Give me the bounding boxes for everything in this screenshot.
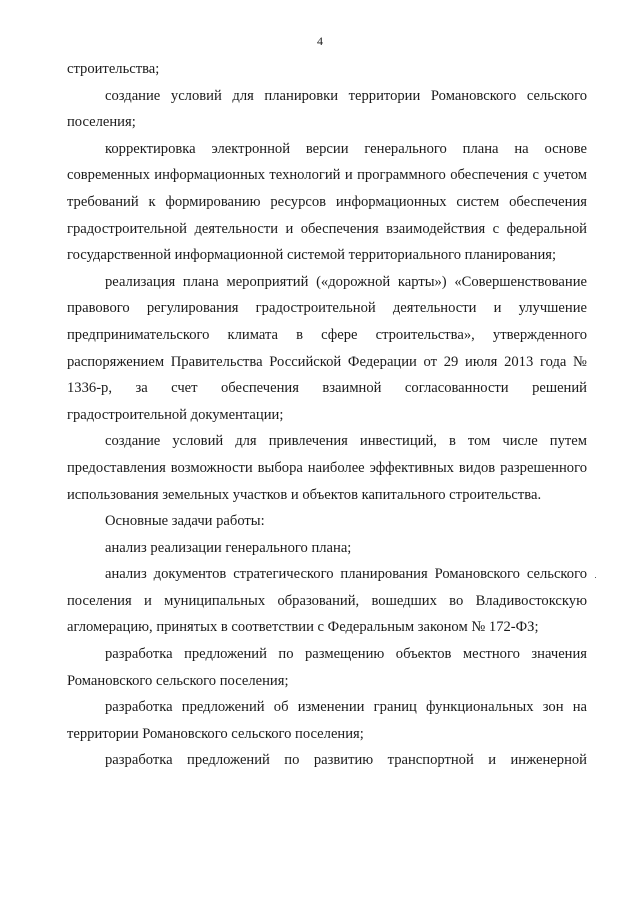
paragraph: разработка предложений по развитию транспортной и инженерной: [105, 752, 587, 769]
paragraph: создание условий для привлечения инвестиций, в том числе путем предоставления возможности выбора наиболее эффективных видов разрешенного использования земельных участков и объектов капитального строительства.: [67, 433, 587, 503]
paragraph: строительства;: [67, 61, 160, 77]
paragraph: Основные задачи работы:: [105, 513, 265, 530]
paragraph: анализ документов стратегического планирования Романовского сельского поселения и муниципальных образований, вошедших во Владивостокскую агломерацию, принятых в соответствии с Федеральным законом № 172-ФЗ;: [67, 566, 587, 636]
paragraph: корректировка электронной версии генерального плана на основе современных информационных технологий и программного обеспечения с учетом требований к формированию ресурсов информационных систем обеспечения градостроительной деятельности и обеспечения взаимодействия с федеральной государственной информационной системой территориального планирования;: [67, 140, 587, 264]
page-number: 4: [317, 34, 323, 48]
document-body: [67, 56, 587, 774]
paragraph: реализация плана мероприятий («дорожной карты») «Совершенствование правового регулирования градостроительной деятельности и улучшение предпринимательского климата в сфере строительства», утвержденного распоряжением Правительства Российской Федерации от 29 июля 2013 года № 1336-р, за счет обеспечения взаимной согласованности решений градостроительной документации;: [67, 273, 587, 423]
paragraph: разработка предложений об изменении границ функциональных зон на территории Романовского сельского поселения;: [67, 699, 587, 742]
paragraph: анализ реализации генерального плана;: [105, 539, 352, 556]
paragraph: создание условий для планировки территории Романовского сельского поселения;: [67, 87, 587, 131]
scan-speck: [595, 577, 596, 578]
paragraph: разработка предложений по размещению объектов местного значения Романовского сельского поселения;: [67, 646, 587, 689]
